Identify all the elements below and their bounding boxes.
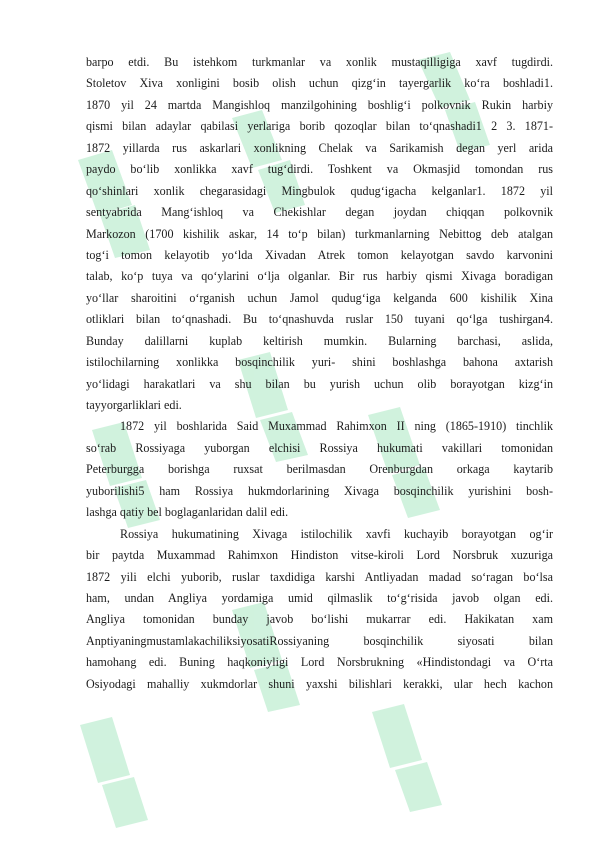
text-line: qo‘shinlari xonlik chegarasidagi Mingbulok qudug‘igacha kelganlar1. 1872 yil bbox=[86, 183, 553, 198]
text-line: istilochilarning xonlikka bosqinchilik yuri- shini boshlashga bahona axtarish bbox=[86, 355, 553, 370]
text-line: yo‘lidagi harakatlari va shu bilan bu yurish uchun olib borayotgan kizg‘in bbox=[86, 376, 553, 391]
text-line: Bunday dalillarni kuplab keltirish mumkin. Bularning barchasi, aslida, bbox=[86, 333, 553, 348]
watermark-stroke bbox=[395, 762, 442, 812]
text-line: 1872 yillarda rus askarlari xonlikning Chelak va Sarikamish degan yerl arida bbox=[86, 140, 553, 155]
text-line: sentyabrida Mang‘ishloq va Chekishlar degan joydan chiqqan polkovnik bbox=[86, 205, 553, 220]
text-line: otliklari bilan to‘qnashadi. Bu to‘qnashuvda ruslar 150 tuyani qo‘lga tushirgan4. bbox=[86, 312, 553, 327]
text-line: tayyorgarliklari edi. bbox=[86, 398, 182, 412]
text-line: talab, ko‘p tuya va qo‘ylarini o‘lja olganlar. Bir rus harbiy qismi Xivaga boradigan bbox=[86, 269, 553, 284]
text-line: qismi bilan adaylar qabilasi yerlariga borib qozoqlar bilan to‘qnashadi1 2 3. 1871- bbox=[86, 119, 553, 134]
text-line: Osiyodagi mahalliy xukmdorlar shuni yaxshi bilishlari kerakki, ular hech kachon bbox=[86, 676, 553, 691]
text-line: Stoletov Xiva xonligini bosib olish uchun qizg‘in tayergarlik ko‘ra boshladi1. bbox=[86, 76, 553, 91]
body-text bbox=[86, 52, 553, 695]
text-line: barpo etdi. Bu istehkom turkmanlar va xonlik mustaqilligiga xavf tugdirdi. bbox=[86, 55, 553, 69]
text-line: so‘rab Rossiyaga yuborgan elchisi Rossiya hukumati vakillari tomonidan bbox=[86, 440, 553, 455]
text-line: Rossiya hukumatining Xivaga istilochilik xavfi kuchayib borayotgan og‘ir bbox=[120, 526, 553, 541]
text-line: bir paytda Muxammad Rahimxon Hindiston vitse-kiroli Lord Norsbruk xuzuriga bbox=[86, 548, 553, 563]
text-line: Markozon (1700 kishilik askar, 14 to‘p bilan) turkmanlarning Nebittog deb atalgan bbox=[86, 226, 553, 241]
text-line: hamohang edi. Buning haqkoniyligi Lord Norsbrukning «Hindistondagi va O‘rta bbox=[86, 655, 553, 670]
text-line: AnptiyaningmustamlakachiliksiyosatiRossiyaning bosqinchilik siyosati bilan bbox=[86, 633, 553, 648]
text-line: ham, undan Angliya yordamiga umid qilmaslik to‘g‘risida javob olgan edi. bbox=[86, 590, 553, 605]
watermark-stroke bbox=[102, 777, 148, 828]
text-line: tog‘i tomon kelayotib yo‘lda Xivadan Atrek tomon kelayotgan savdo karvonini bbox=[86, 247, 553, 262]
text-line: yuborilishi5 ham Rossiya hukmdorlarining Xivaga bosqinchilik yurishini bosh- bbox=[86, 483, 553, 498]
text-line: lashga qatiy bel boglaganlaridan dalil edi. bbox=[86, 505, 289, 520]
text-line: Angliya tomonidan bunday javob bo‘lishi mukarrar edi. Hakikatan xam bbox=[86, 612, 553, 627]
watermark-stroke bbox=[372, 704, 422, 768]
watermark-stroke bbox=[80, 717, 130, 783]
text-line: paydo bo‘lib xonlikka xavf tug‘dirdi. Toshkent va Okmasjid tomondan rus bbox=[86, 162, 553, 177]
text-line: 1870 yil 24 martda Mangishloq manzilgohining boshlig‘i polkovnik Rukin harbiy bbox=[86, 97, 553, 112]
text-line: yo‘llar sharoitini o‘rganish uchun Jamol qudug‘iga kelganda 600 kishilik Xina bbox=[86, 290, 553, 305]
text-line: 1872 yil boshlarida Said Muxammad Rahimxon II ning (1865-1910) tinchlik bbox=[120, 419, 553, 434]
text-line: Peterburgga borishga ruxsat berilmasdan Orenburgdan orkaga kaytarib bbox=[86, 462, 553, 477]
text-line: 1872 yili elchi yuborib, ruslar taxdidiga karshi Antliyadan madad so‘ragan bo‘lsa bbox=[86, 569, 553, 584]
